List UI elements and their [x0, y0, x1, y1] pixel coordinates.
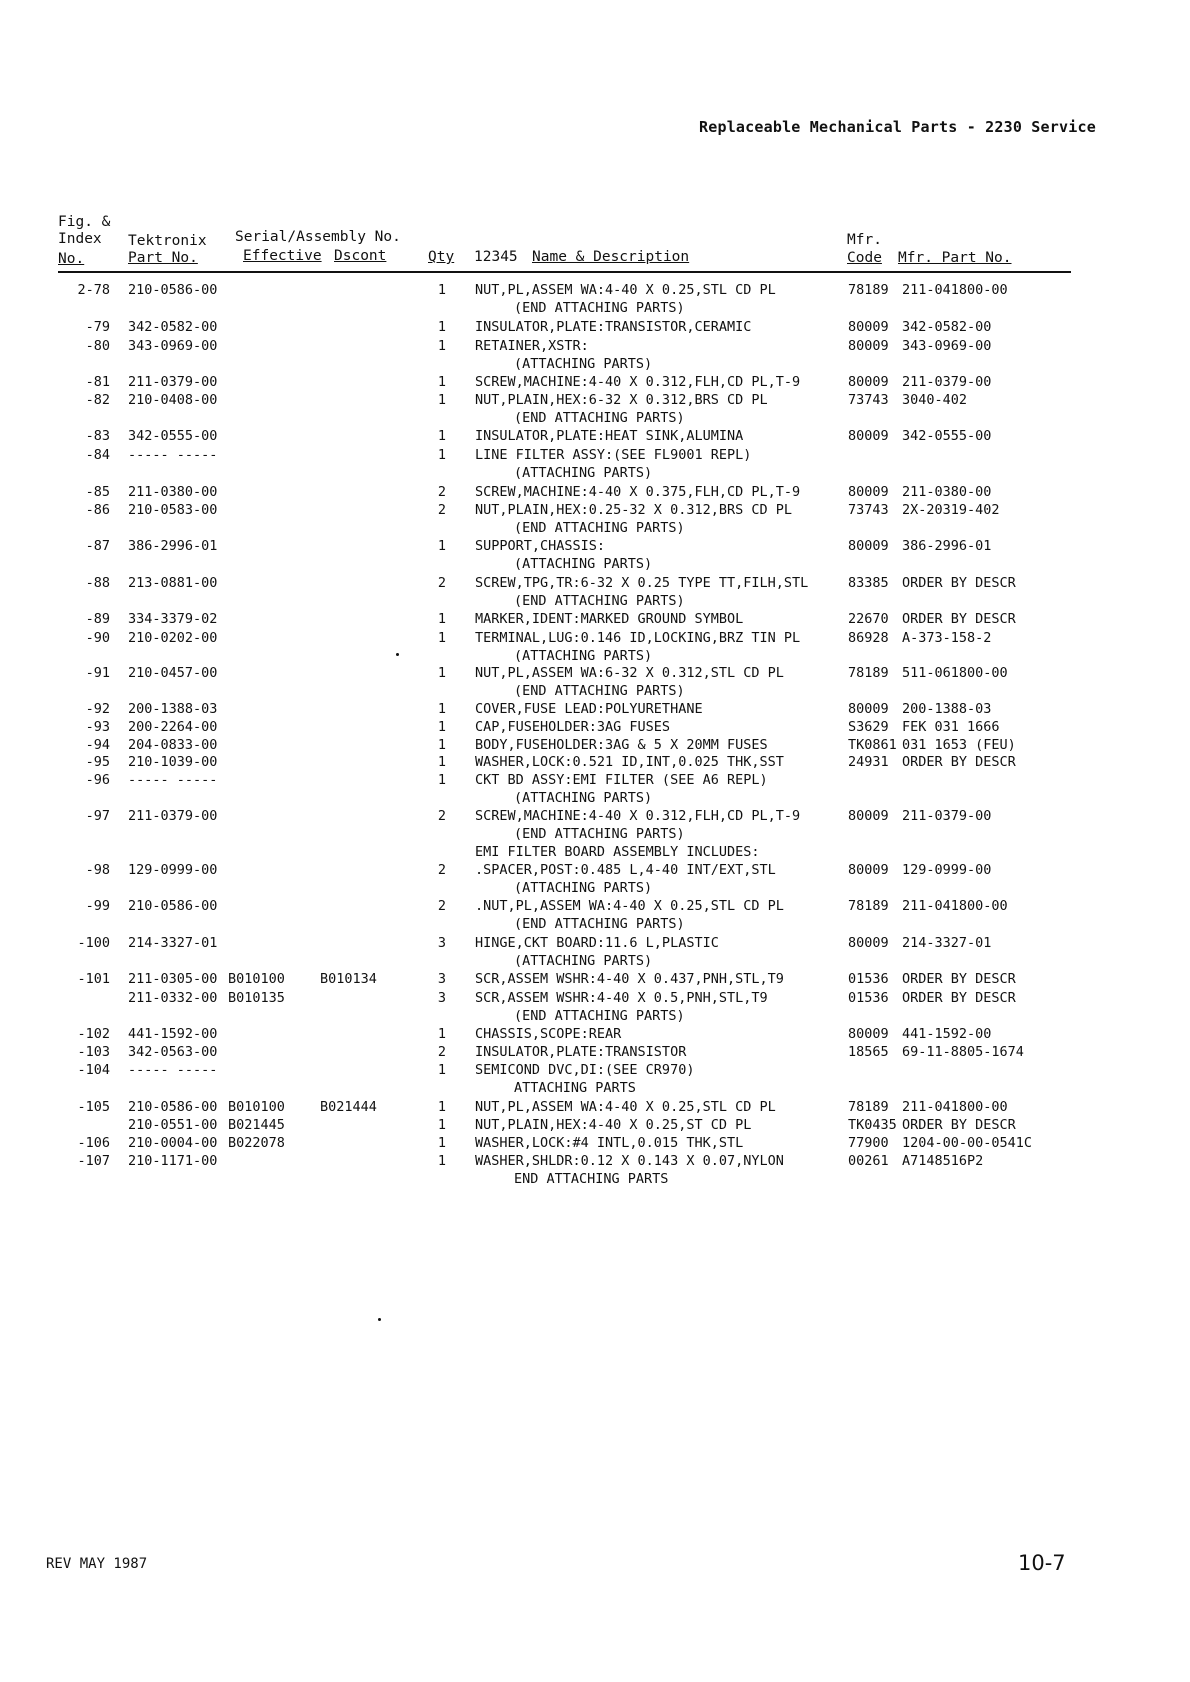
fig-index-cell: -100 — [77, 935, 110, 951]
part-number-cell: 343-0969-00 — [128, 338, 218, 354]
description-cell: (END ATTACHING PARTS) — [514, 300, 685, 316]
dscont-cell: B021444 — [320, 1099, 377, 1115]
table-row — [0, 373, 1190, 391]
qty-cell: 1 — [437, 319, 447, 335]
fig-index-cell: -83 — [85, 428, 110, 444]
description-cell: NUT,PLAIN,HEX:4-40 X 0.25,ST CD PL — [475, 1117, 752, 1133]
description-cell: (END ATTACHING PARTS) — [514, 916, 685, 932]
mfr-code-cell: 80009 — [848, 374, 889, 390]
description-cell: (END ATTACHING PARTS) — [514, 520, 685, 536]
scan-speck — [396, 653, 399, 656]
part-number-cell: ----- ----- — [128, 447, 218, 463]
effective-cell: B010100 — [228, 971, 285, 987]
table-row — [0, 1152, 1190, 1170]
description-cell: EMI FILTER BOARD ASSEMBLY INCLUDES: — [475, 844, 760, 860]
fig-index-cell: -82 — [85, 392, 110, 408]
mfr-code-cell: S3629 — [848, 719, 889, 735]
mfr-part-number-cell: ORDER BY DESCR — [902, 971, 1016, 987]
table-row — [0, 879, 1190, 897]
description-cell: NUT,PL,ASSEM WA:4-40 X 0.25,STL CD PL — [475, 1099, 776, 1115]
fig-index-cell: -107 — [77, 1153, 110, 1169]
qty-cell: 1 — [437, 772, 447, 788]
mfr-part-number-cell: 214-3327-01 — [902, 935, 992, 951]
mfr-code-cell: 18565 — [848, 1044, 889, 1060]
mfr-code-cell: 80009 — [848, 862, 889, 878]
description-cell: INSULATOR,PLATE:TRANSISTOR — [475, 1044, 687, 1060]
mfr-code-cell: 80009 — [848, 538, 889, 554]
table-row — [0, 934, 1190, 952]
qty-cell: 1 — [437, 374, 447, 390]
table-row — [0, 337, 1190, 355]
header-code: Code — [847, 250, 882, 266]
table-row — [0, 970, 1190, 988]
mfr-code-cell: 73743 — [848, 392, 889, 408]
fig-index-cell: -96 — [85, 772, 110, 788]
mfr-part-number-cell: 69-11-8805-1674 — [902, 1044, 1024, 1060]
fig-index-cell: -92 — [85, 701, 110, 717]
description-cell: (ATTACHING PARTS) — [514, 556, 653, 572]
table-row — [0, 1134, 1190, 1152]
mfr-part-number-cell: A-373-158-2 — [902, 630, 992, 646]
fig-index-cell: -86 — [85, 502, 110, 518]
footer-revision: REV MAY 1987 — [46, 1556, 148, 1572]
table-row — [0, 700, 1190, 718]
mfr-part-number-cell: ORDER BY DESCR — [902, 575, 1016, 591]
table-row — [0, 629, 1190, 647]
qty-cell: 1 — [437, 630, 447, 646]
effective-cell: B010100 — [228, 1099, 285, 1115]
qty-cell: 1 — [437, 737, 447, 753]
part-number-cell: 204-0833-00 — [128, 737, 218, 753]
description-cell: SCREW,MACHINE:4-40 X 0.312,FLH,CD PL,T-9 — [475, 374, 801, 390]
description-cell: (ATTACHING PARTS) — [514, 465, 653, 481]
mfr-part-number-cell: ORDER BY DESCR — [902, 990, 1016, 1006]
fig-index-cell: -91 — [85, 665, 110, 681]
table-row — [0, 1170, 1190, 1188]
description-cell: LINE FILTER ASSY:(SEE FL9001 REPL) — [475, 447, 752, 463]
fig-index-cell: -99 — [85, 898, 110, 914]
fig-index-cell: -87 — [85, 538, 110, 554]
mfr-part-number-cell: ORDER BY DESCR — [902, 1117, 1016, 1133]
table-row — [0, 771, 1190, 789]
mfr-code-cell: TK0861 — [848, 737, 897, 753]
part-number-cell: 210-0408-00 — [128, 392, 218, 408]
effective-cell: B022078 — [228, 1135, 285, 1151]
table-row — [0, 355, 1190, 373]
mfr-part-number-cell: 211-041800-00 — [902, 282, 1008, 298]
table-row — [0, 825, 1190, 843]
mfr-part-number-cell: 441-1592-00 — [902, 1026, 992, 1042]
mfr-code-cell: 01536 — [848, 971, 889, 987]
qty-cell: 2 — [437, 502, 447, 518]
table-row — [0, 555, 1190, 573]
description-cell: SCREW,TPG,TR:6-32 X 0.25 TYPE TT,FILH,STL — [475, 575, 809, 591]
header-no: No. — [58, 251, 85, 267]
fig-index-cell: -102 — [77, 1026, 110, 1042]
part-number-cell: 342-0563-00 — [128, 1044, 218, 1060]
fig-index-cell: -98 — [85, 862, 110, 878]
description-cell: .SPACER,POST:0.485 L,4-40 INT/EXT,STL — [475, 862, 776, 878]
table-row — [0, 915, 1190, 933]
description-cell: END ATTACHING PARTS — [514, 1171, 669, 1187]
description-cell: (ATTACHING PARTS) — [514, 953, 653, 969]
part-number-cell: 342-0555-00 — [128, 428, 218, 444]
part-number-cell: 210-0202-00 — [128, 630, 218, 646]
qty-cell: 3 — [437, 990, 447, 1006]
description-cell: SEMICOND DVC,DI:(SEE CR970) — [475, 1062, 695, 1078]
description-cell: (ATTACHING PARTS) — [514, 880, 653, 896]
part-number-cell: 213-0881-00 — [128, 575, 218, 591]
qty-cell: 1 — [437, 1026, 447, 1042]
fig-index-cell: -103 — [77, 1044, 110, 1060]
mfr-code-cell: TK0435 — [848, 1117, 897, 1133]
description-cell: .NUT,PL,ASSEM WA:4-40 X 0.25,STL CD PL — [475, 898, 784, 914]
description-cell: SCR,ASSEM WSHR:4-40 X 0.5,PNH,STL,T9 — [475, 990, 768, 1006]
qty-cell: 2 — [437, 808, 447, 824]
table-row — [0, 1007, 1190, 1025]
header-fig: Fig. & — [58, 214, 111, 230]
part-number-cell: 210-0586-00 — [128, 1099, 218, 1115]
mfr-part-number-cell: ORDER BY DESCR — [902, 611, 1016, 627]
mfr-part-number-cell: 386-2996-01 — [902, 538, 992, 554]
description-cell: NUT,PLAIN,HEX:6-32 X 0.312,BRS CD PL — [475, 392, 768, 408]
table-row — [0, 519, 1190, 537]
part-number-cell: ----- ----- — [128, 1062, 218, 1078]
description-cell: BODY,FUSEHOLDER:3AG & 5 X 20MM FUSES — [475, 737, 768, 753]
part-number-cell: 386-2996-01 — [128, 538, 218, 554]
qty-cell: 1 — [437, 754, 447, 770]
qty-cell: 2 — [437, 575, 447, 591]
mfr-code-cell: 24931 — [848, 754, 889, 770]
fig-index-cell: -104 — [77, 1062, 110, 1078]
description-cell: HINGE,CKT BOARD:11.6 L,PLASTIC — [475, 935, 719, 951]
description-cell: WASHER,LOCK:0.521 ID,INT,0.025 THK,SST — [475, 754, 784, 770]
table-row — [0, 299, 1190, 317]
description-cell: COVER,FUSE LEAD:POLYURETHANE — [475, 701, 703, 717]
part-number-cell: 211-0332-00 — [128, 990, 218, 1006]
part-number-cell: 210-0004-00 — [128, 1135, 218, 1151]
fig-index-cell: -85 — [85, 484, 110, 500]
qty-cell: 1 — [437, 1135, 447, 1151]
mfr-part-number-cell: 3040-402 — [902, 392, 968, 408]
mfr-part-number-cell: 511-061800-00 — [902, 665, 1008, 681]
mfr-code-cell: 80009 — [848, 319, 889, 335]
header-qty: Qty — [428, 249, 455, 265]
header-part-no: Part No. — [128, 250, 198, 266]
part-number-cell: 210-1171-00 — [128, 1153, 218, 1169]
mfr-part-number-cell: 031 1653 (FEU) — [902, 737, 1016, 753]
qty-cell: 1 — [437, 1099, 447, 1115]
mfr-part-number-cell: 200-1388-03 — [902, 701, 992, 717]
table-row — [0, 897, 1190, 915]
mfr-part-number-cell: ORDER BY DESCR — [902, 754, 1016, 770]
fig-index-cell: -93 — [85, 719, 110, 735]
table-row — [0, 464, 1190, 482]
part-number-cell: 342-0582-00 — [128, 319, 218, 335]
mfr-code-cell: 00261 — [848, 1153, 889, 1169]
part-number-cell: 334-3379-02 — [128, 611, 218, 627]
part-number-cell: 214-3327-01 — [128, 935, 218, 951]
scan-speck — [378, 1318, 381, 1321]
table-row — [0, 592, 1190, 610]
fig-index-cell: -101 — [77, 971, 110, 987]
description-cell: (END ATTACHING PARTS) — [514, 410, 685, 426]
header-serial: Serial/Assembly No. — [235, 229, 401, 245]
fig-index-cell: -88 — [85, 575, 110, 591]
mfr-code-cell: 80009 — [848, 701, 889, 717]
mfr-part-number-cell: FEK 031 1666 — [902, 719, 1000, 735]
description-cell: (ATTACHING PARTS) — [514, 648, 653, 664]
mfr-code-cell: 73743 — [848, 502, 889, 518]
dscont-cell: B010134 — [320, 971, 377, 987]
fig-index-cell: -105 — [77, 1099, 110, 1115]
mfr-code-cell: 77900 — [848, 1135, 889, 1151]
table-row — [0, 391, 1190, 409]
mfr-code-cell: 78189 — [848, 665, 889, 681]
part-number-cell: 211-0380-00 — [128, 484, 218, 500]
qty-cell: 2 — [437, 862, 447, 878]
mfr-part-number-cell: 211-0380-00 — [902, 484, 992, 500]
mfr-code-cell: 80009 — [848, 808, 889, 824]
mfr-code-cell: 80009 — [848, 935, 889, 951]
fig-index-cell: -80 — [85, 338, 110, 354]
part-number-cell: 210-0457-00 — [128, 665, 218, 681]
effective-cell: B010135 — [228, 990, 285, 1006]
qty-cell: 1 — [437, 611, 447, 627]
table-row — [0, 483, 1190, 501]
header-name-description: Name & Description — [532, 249, 690, 265]
mfr-part-number-cell: 342-0582-00 — [902, 319, 992, 335]
table-row — [0, 789, 1190, 807]
qty-cell: 2 — [437, 484, 447, 500]
qty-cell: 1 — [437, 392, 447, 408]
header-dscont: Dscont — [334, 248, 387, 264]
table-row — [0, 682, 1190, 700]
mfr-code-cell: 80009 — [848, 428, 889, 444]
table-row — [0, 1098, 1190, 1116]
mfr-part-number-cell: 2X-20319-402 — [902, 502, 1000, 518]
part-number-cell: 210-1039-00 — [128, 754, 218, 770]
description-cell: WASHER,SHLDR:0.12 X 0.143 X 0.07,NYLON — [475, 1153, 784, 1169]
mfr-part-number-cell: 211-041800-00 — [902, 898, 1008, 914]
qty-cell: 1 — [437, 538, 447, 554]
description-cell: NUT,PL,ASSEM WA:4-40 X 0.25,STL CD PL — [475, 282, 776, 298]
table-row — [0, 1061, 1190, 1079]
description-cell: CKT BD ASSY:EMI FILTER (SEE A6 REPL) — [475, 772, 768, 788]
table-row — [0, 718, 1190, 736]
mfr-part-number-cell: 211-0379-00 — [902, 808, 992, 824]
header-mfr: Mfr. — [847, 232, 882, 248]
fig-index-cell: -90 — [85, 630, 110, 646]
qty-cell: 1 — [437, 1117, 447, 1133]
description-cell: NUT,PL,ASSEM WA:6-32 X 0.312,STL CD PL — [475, 665, 784, 681]
qty-cell: 1 — [437, 338, 447, 354]
table-row — [0, 753, 1190, 771]
table-row — [0, 281, 1190, 299]
description-cell: (END ATTACHING PARTS) — [514, 1008, 685, 1024]
header-tektronix: Tektronix — [128, 233, 207, 249]
table-row — [0, 1116, 1190, 1134]
fig-index-cell: -106 — [77, 1135, 110, 1151]
part-number-cell: 211-0305-00 — [128, 971, 218, 987]
page-number: 10-7 — [1018, 1551, 1066, 1575]
description-cell: SCREW,MACHINE:4-40 X 0.312,FLH,CD PL,T-9 — [475, 808, 801, 824]
description-cell: (END ATTACHING PARTS) — [514, 826, 685, 842]
description-cell: (END ATTACHING PARTS) — [514, 593, 685, 609]
table-row — [0, 647, 1190, 665]
qty-cell: 1 — [437, 719, 447, 735]
qty-cell: 1 — [437, 428, 447, 444]
description-cell: WASHER,LOCK:#4 INTL,0.015 THK,STL — [475, 1135, 744, 1151]
table-row — [0, 1025, 1190, 1043]
description-cell: INSULATOR,PLATE:HEAT SINK,ALUMINA — [475, 428, 744, 444]
description-cell: SCREW,MACHINE:4-40 X 0.375,FLH,CD PL,T-9 — [475, 484, 801, 500]
fig-index-cell: -94 — [85, 737, 110, 753]
qty-cell: 2 — [437, 1044, 447, 1060]
part-number-cell: 210-0586-00 — [128, 898, 218, 914]
qty-cell: 1 — [437, 447, 447, 463]
qty-cell: 2 — [437, 898, 447, 914]
description-cell: MARKER,IDENT:MARKED GROUND SYMBOL — [475, 611, 744, 627]
qty-cell: 1 — [437, 282, 447, 298]
description-cell: SCR,ASSEM WSHR:4-40 X 0.437,PNH,STL,T9 — [475, 971, 784, 987]
part-number-cell: ----- ----- — [128, 772, 218, 788]
part-number-cell: 211-0379-00 — [128, 808, 218, 824]
qty-cell: 1 — [437, 1062, 447, 1078]
mfr-part-number-cell: 129-0999-00 — [902, 862, 992, 878]
table-row — [0, 501, 1190, 519]
table-row — [0, 610, 1190, 628]
part-number-cell: 210-0586-00 — [128, 282, 218, 298]
part-number-cell: 129-0999-00 — [128, 862, 218, 878]
description-cell: (END ATTACHING PARTS) — [514, 683, 685, 699]
header-mfr-part-no: Mfr. Part No. — [898, 250, 1012, 266]
mfr-part-number-cell: A7148516P2 — [902, 1153, 984, 1169]
table-row — [0, 1079, 1190, 1097]
fig-index-cell: -81 — [85, 374, 110, 390]
mfr-code-cell: 22670 — [848, 611, 889, 627]
description-cell: NUT,PLAIN,HEX:0.25-32 X 0.312,BRS CD PL — [475, 502, 792, 518]
table-row — [0, 427, 1190, 445]
part-number-cell: 210-0551-00 — [128, 1117, 218, 1133]
table-row — [0, 409, 1190, 427]
table-row — [0, 989, 1190, 1007]
qty-cell: 1 — [437, 1153, 447, 1169]
part-number-cell: 211-0379-00 — [128, 374, 218, 390]
fig-index-cell: -95 — [85, 754, 110, 770]
table-row — [0, 861, 1190, 879]
fig-index-cell: -97 — [85, 808, 110, 824]
description-cell: RETAINER,XSTR: — [475, 338, 589, 354]
mfr-code-cell: 80009 — [848, 338, 889, 354]
part-number-cell: 210-0583-00 — [128, 502, 218, 518]
table-row — [0, 446, 1190, 464]
part-number-cell: 441-1592-00 — [128, 1026, 218, 1042]
mfr-part-number-cell: 211-0379-00 — [902, 374, 992, 390]
mfr-code-cell: 01536 — [848, 990, 889, 1006]
description-cell: INSULATOR,PLATE:TRANSISTOR,CERAMIC — [475, 319, 752, 335]
mfr-code-cell: 80009 — [848, 1026, 889, 1042]
fig-index-cell: -84 — [85, 447, 110, 463]
mfr-part-number-cell: 342-0555-00 — [902, 428, 992, 444]
mfr-part-number-cell: 1204-00-00-0541C — [902, 1135, 1033, 1151]
mfr-part-number-cell: 211-041800-00 — [902, 1099, 1008, 1115]
effective-cell: B021445 — [228, 1117, 285, 1133]
qty-cell: 3 — [437, 971, 447, 987]
table-row — [0, 664, 1190, 682]
table-row — [0, 843, 1190, 861]
header-index: Index — [58, 231, 102, 247]
description-cell: TERMINAL,LUG:0.146 ID,LOCKING,BRZ TIN PL — [475, 630, 801, 646]
mfr-code-cell: 78189 — [848, 282, 889, 298]
description-cell: (ATTACHING PARTS) — [514, 790, 653, 806]
table-row — [0, 318, 1190, 336]
mfr-code-cell: 78189 — [848, 1099, 889, 1115]
table-row — [0, 574, 1190, 592]
description-cell: CHASSIS,SCOPE:REAR — [475, 1026, 622, 1042]
description-cell: (ATTACHING PARTS) — [514, 356, 653, 372]
fig-index-cell: 2-78 — [77, 282, 110, 298]
mfr-code-cell: 80009 — [848, 484, 889, 500]
fig-index-cell: -89 — [85, 611, 110, 627]
qty-cell: 3 — [437, 935, 447, 951]
qty-cell: 1 — [437, 665, 447, 681]
table-row — [0, 807, 1190, 825]
description-cell: CAP,FUSEHOLDER:3AG FUSES — [475, 719, 671, 735]
table-row — [0, 537, 1190, 555]
table-row — [0, 1043, 1190, 1061]
part-number-cell: 200-2264-00 — [128, 719, 218, 735]
header-code-12345: 12345 — [474, 249, 518, 265]
table-row — [0, 952, 1190, 970]
mfr-code-cell: 78189 — [848, 898, 889, 914]
table-row — [0, 736, 1190, 754]
mfr-code-cell: 86928 — [848, 630, 889, 646]
running-head: Replaceable Mechanical Parts - 2230 Service — [699, 118, 1096, 136]
qty-cell: 1 — [437, 701, 447, 717]
mfr-code-cell: 83385 — [848, 575, 889, 591]
part-number-cell: 200-1388-03 — [128, 701, 218, 717]
mfr-part-number-cell: 343-0969-00 — [902, 338, 992, 354]
fig-index-cell: -79 — [85, 319, 110, 335]
description-cell: ATTACHING PARTS — [514, 1080, 636, 1096]
description-cell: SUPPORT,CHASSIS: — [475, 538, 606, 554]
header-effective: Effective — [243, 248, 322, 264]
